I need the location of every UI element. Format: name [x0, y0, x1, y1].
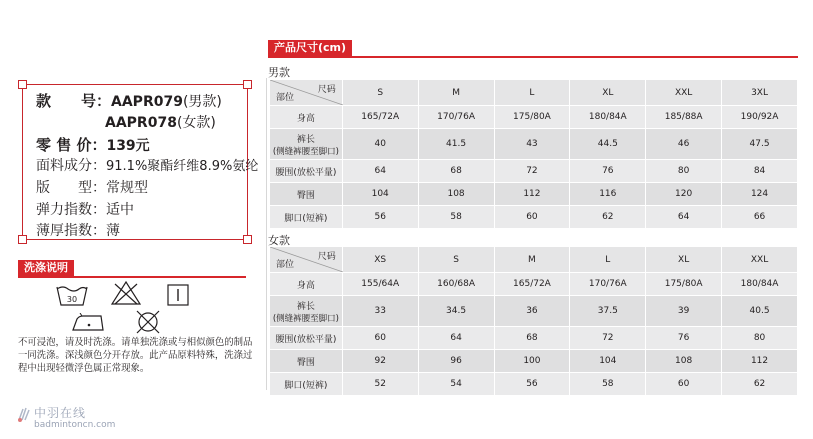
size-value-cell: 47.5	[722, 129, 798, 160]
part-label-cell	[270, 206, 343, 229]
part-label: 臀围	[296, 357, 315, 368]
corner-size-label: 尺码	[317, 85, 336, 95]
size-value-cell: 46	[646, 129, 722, 160]
size-header-cell: XXL	[646, 80, 722, 106]
size-value-cell: 124	[722, 183, 798, 206]
size-value-cell: 40.5	[722, 296, 798, 327]
size-value-cell: 43	[494, 129, 570, 160]
fit-label: 版 型：	[36, 180, 106, 196]
part-label-cell	[270, 129, 343, 160]
size-part-corner-cell	[270, 80, 343, 106]
size-header-cell: M	[418, 80, 494, 106]
care-title-tag: 洗涤说明	[18, 260, 74, 276]
elasticity-value: 适中	[106, 202, 134, 218]
size-value-cell: 44.5	[570, 129, 646, 160]
style-number-women-suffix: (女款)	[176, 115, 216, 131]
size-value-cell: 41.5	[418, 129, 494, 160]
part-label-cell	[270, 327, 343, 350]
table-row	[270, 106, 798, 129]
size-value-cell: 180/84A	[570, 106, 646, 129]
men-section-label: 男款	[268, 66, 290, 79]
size-value-cell: 62	[722, 373, 798, 396]
size-value-cell: 108	[646, 350, 722, 373]
size-value-cell: 170/76A	[570, 273, 646, 296]
card-corner-ornament	[18, 80, 27, 89]
style-number-row	[36, 92, 222, 111]
part-label: 身高	[296, 280, 315, 291]
corner-size-label: 尺码	[317, 252, 336, 262]
part-label: 臀围	[296, 190, 315, 201]
size-value-cell: 96	[418, 350, 494, 373]
size-value-cell: 36	[494, 296, 570, 327]
part-label-cell	[270, 183, 343, 206]
size-value-cell: 120	[646, 183, 722, 206]
men-size-table	[269, 79, 798, 229]
men-size-header-row	[270, 80, 798, 106]
size-value-cell: 175/80A	[494, 106, 570, 129]
size-value-cell: 165/72A	[494, 273, 570, 296]
size-value-cell: 39	[646, 296, 722, 327]
size-value-cell: 170/76A	[418, 106, 494, 129]
size-value-cell: 160/68A	[418, 273, 494, 296]
size-value-cell: 180/84A	[722, 273, 798, 296]
size-value-cell: 58	[418, 206, 494, 229]
size-header-cell: S	[418, 247, 494, 273]
size-value-cell: 92	[342, 350, 418, 373]
part-label-cell	[270, 273, 343, 296]
women-section-label: 女款	[268, 234, 290, 247]
fabric-label: 面料成分：	[36, 158, 106, 174]
no-bleach-icon	[110, 280, 142, 306]
tumble-dry-icon	[167, 284, 189, 306]
fit-value: 常规型	[106, 180, 148, 196]
wash-temp: 30	[66, 295, 78, 304]
women-size-header-row	[270, 247, 798, 273]
card-corner-ornament	[18, 235, 27, 244]
size-value-cell: 52	[342, 373, 418, 396]
size-value-cell: 112	[722, 350, 798, 373]
size-value-cell: 175/80A	[646, 273, 722, 296]
size-header-cell: 3XL	[722, 80, 798, 106]
fit-row	[36, 179, 148, 197]
size-header-cell: L	[494, 80, 570, 106]
part-label: 身高	[296, 113, 315, 124]
part-label: 脚口(短裤)	[284, 380, 328, 391]
table-row	[270, 273, 798, 296]
size-value-cell: 72	[570, 327, 646, 350]
care-instructions-text: 不可浸泡，请及时洗涤。请单独洗涤或与相似颜色的制品一同洗涤。深浅颜色分开存放。此产品原料特殊，洗涤过程中出现轻微浮色属正常现象。	[18, 337, 253, 375]
style-number-women: AAPR078	[105, 115, 177, 131]
table-row	[270, 160, 798, 183]
elasticity-row	[36, 201, 134, 219]
size-value-cell: 68	[494, 327, 570, 350]
part-label: 裤长	[296, 301, 315, 312]
thickness-row	[36, 222, 120, 240]
part-label-cell	[270, 296, 343, 327]
size-header-cell: XXL	[722, 247, 798, 273]
size-value-cell: 66	[722, 206, 798, 229]
size-header-cell: L	[570, 247, 646, 273]
product-info-card	[22, 84, 259, 240]
table-row	[270, 129, 798, 160]
size-value-cell: 108	[418, 183, 494, 206]
size-chart-title-underline	[268, 56, 798, 58]
size-header-cell: M	[494, 247, 570, 273]
no-dryclean-icon	[135, 309, 161, 335]
part-label-cell	[270, 373, 343, 396]
part-label: 腰围(放松平量)	[275, 167, 337, 178]
size-value-cell: 62	[570, 206, 646, 229]
style-number-label: 款 号：	[36, 92, 112, 110]
size-value-cell: 100	[494, 350, 570, 373]
size-header-cell: XS	[342, 247, 418, 273]
care-title-underline	[18, 276, 246, 278]
size-value-cell: 155/64A	[342, 273, 418, 296]
card-corner-ornament	[243, 235, 252, 244]
table-row	[270, 327, 798, 350]
thickness-value: 薄	[106, 223, 120, 239]
part-label: 脚口(短裤)	[284, 213, 328, 224]
size-value-cell: 185/88A	[646, 106, 722, 129]
iron-low-icon	[70, 313, 106, 333]
size-value-cell: 40	[342, 129, 418, 160]
style-number-men-suffix: (男款)	[182, 94, 222, 110]
size-value-cell: 76	[646, 327, 722, 350]
corner-part-label: 部位	[276, 260, 295, 270]
part-sub-label: (侧缝裤腰至脚口)	[272, 313, 339, 324]
thickness-label: 薄厚指数：	[36, 223, 106, 239]
size-value-cell: 60	[646, 373, 722, 396]
size-value-cell: 68	[418, 160, 494, 183]
size-value-cell: 56	[342, 206, 418, 229]
size-header-cell: XL	[646, 247, 722, 273]
style-number-men: AAPR079	[111, 94, 183, 110]
size-value-cell: 104	[342, 183, 418, 206]
watermark-line1: 中羽在线	[34, 406, 87, 420]
size-value-cell: 34.5	[418, 296, 494, 327]
style-number-women-row	[105, 114, 216, 132]
size-value-cell: 56	[494, 373, 570, 396]
part-label: 腰围(放松平量)	[275, 334, 337, 345]
size-value-cell: 80	[646, 160, 722, 183]
size-part-corner-cell	[270, 247, 343, 273]
part-label-cell	[270, 106, 343, 129]
fabric-row	[36, 157, 258, 176]
size-value-cell: 60	[342, 327, 418, 350]
size-value-cell: 64	[418, 327, 494, 350]
shuttlecock-logo-icon	[17, 406, 31, 422]
size-value-cell: 33	[342, 296, 418, 327]
size-value-cell: 116	[570, 183, 646, 206]
size-value-cell: 112	[494, 183, 570, 206]
table-row	[270, 183, 798, 206]
size-value-cell: 64	[342, 160, 418, 183]
section-divider	[266, 78, 267, 390]
price-label: 零 售 价：	[36, 136, 107, 154]
size-chart-title-tag: 产品尺寸(cm)	[268, 40, 352, 56]
wash-30-icon	[55, 283, 89, 307]
watermark	[17, 404, 115, 430]
part-sub-label: (侧缝裤腰至脚口)	[272, 146, 339, 157]
table-row	[270, 350, 798, 373]
size-header-cell: XL	[570, 80, 646, 106]
size-value-cell: 58	[570, 373, 646, 396]
table-row	[270, 373, 798, 396]
size-value-cell: 54	[418, 373, 494, 396]
part-label-cell	[270, 160, 343, 183]
price-value: 139元	[106, 138, 150, 154]
part-label-cell	[270, 350, 343, 373]
size-value-cell: 190/92A	[722, 106, 798, 129]
women-size-table	[269, 246, 798, 396]
corner-part-label: 部位	[276, 93, 295, 103]
size-value-cell: 64	[646, 206, 722, 229]
watermark-line2: badmintoncn.com	[34, 420, 116, 430]
size-value-cell: 165/72A	[342, 106, 418, 129]
size-value-cell: 84	[722, 160, 798, 183]
size-value-cell: 37.5	[570, 296, 646, 327]
card-corner-ornament	[243, 80, 252, 89]
size-header-cell: S	[342, 80, 418, 106]
size-value-cell: 104	[570, 350, 646, 373]
fabric-value: 91.1%聚酯纤维8.9%氨纶	[106, 159, 259, 174]
size-value-cell: 80	[722, 327, 798, 350]
price-row	[36, 136, 150, 155]
elasticity-label: 弹力指数：	[36, 202, 106, 218]
table-row	[270, 296, 798, 327]
size-value-cell: 76	[570, 160, 646, 183]
table-row	[270, 206, 798, 229]
size-value-cell: 72	[494, 160, 570, 183]
size-value-cell: 60	[494, 206, 570, 229]
part-label: 裤长	[296, 134, 315, 145]
